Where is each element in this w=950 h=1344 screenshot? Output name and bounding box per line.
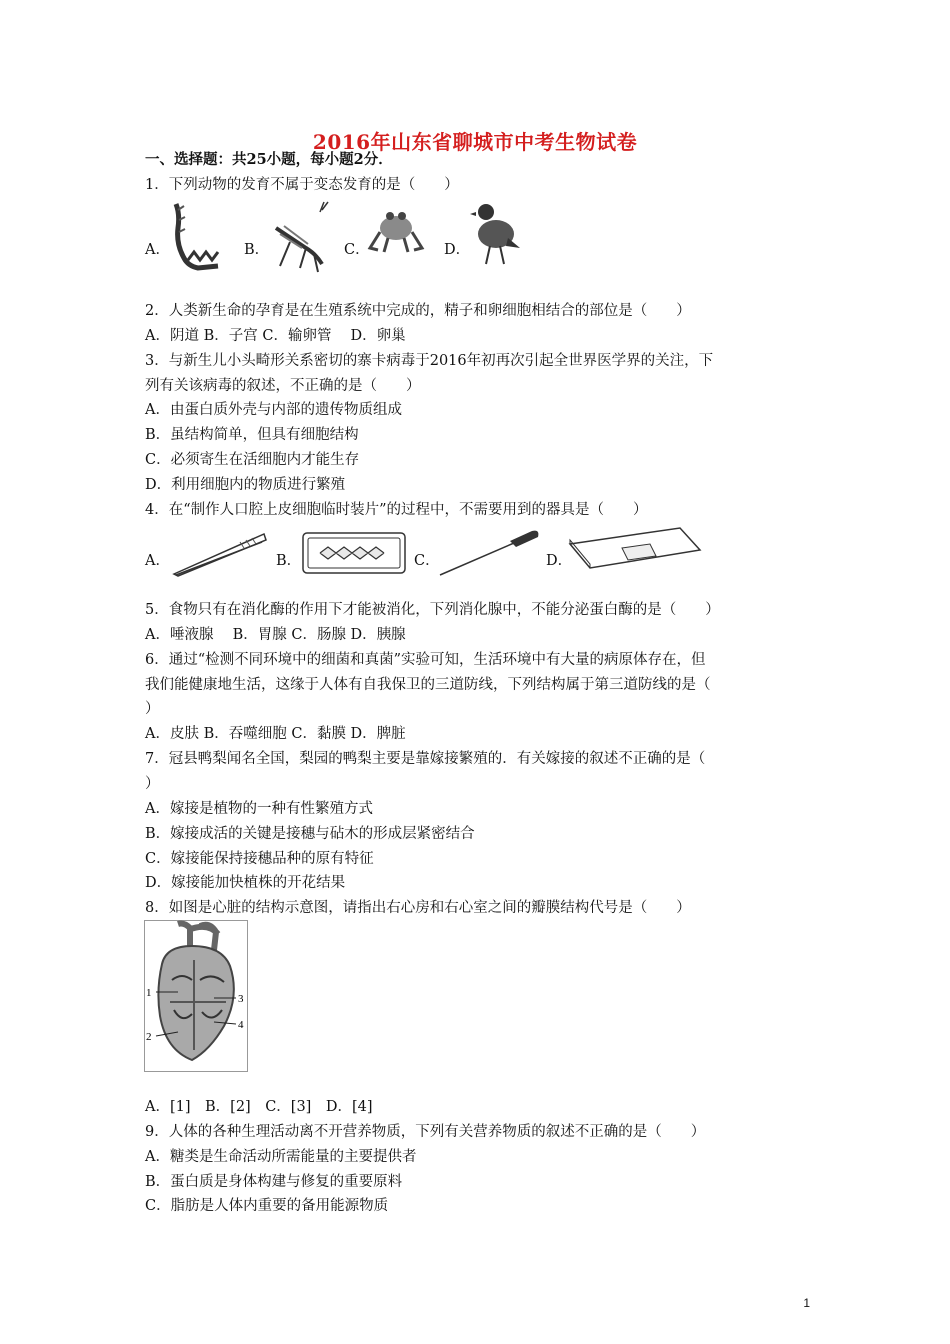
question-6-stem-line-1: 6．通过“检测不同环境中的细菌和真菌”实验可知，生活环境中有大量的病原体存在，但: [145, 652, 706, 668]
question-7-option-c: C．嫁接能保持接穗品种的原有特征: [145, 851, 374, 867]
question-2-stem: 2．人类新生命的孕育是在生殖系统中完成的，精子和卵细胞相结合的部位是（ ）: [145, 303, 691, 319]
question-3-stem-line-1: 3．与新生儿小头畸形关系密切的寨卡病毒于2016年初再次引起全世界医学界的关注，下: [145, 353, 714, 369]
question-3-option-a: A．由蛋白质外壳与内部的遗传物质组成: [145, 402, 402, 418]
question-7-option-d: D．嫁接能加快植株的开花结果: [145, 875, 346, 891]
q1-option-d-label: D．: [444, 242, 471, 258]
q1-option-c-label: C．: [344, 242, 370, 258]
question-6-stem-line-3: ）: [145, 701, 160, 717]
question-9-stem: 9．人体的各种生理活动离不开营养物质，下列有关营养物质的叙述不正确的是（ ）: [145, 1124, 706, 1140]
q1-option-b-label: B．: [244, 242, 270, 258]
q4-option-b-label: B．: [276, 553, 302, 569]
question-5-stem: 5．食物只有在消化酶的作用下才能被消化，下列消化腺中，不能分泌蛋白酶的是（ ）: [145, 602, 720, 618]
slide-coverslip-image: [568, 526, 702, 570]
question-8-options: A．[1] B．[2] C．[3] D．[4]: [145, 1099, 373, 1115]
question-9-option-b: B．蛋白质是身体构建与修复的重要原料: [145, 1174, 403, 1190]
q4-option-a-label: A．: [145, 553, 170, 569]
razor-blade-image: [300, 530, 408, 576]
tweezers-image: [170, 528, 270, 578]
question-6-stem-line-2: 我们能健康地生活，这缘于人体有自我保卫的三道防线，下列结构属于第三道防线的是（: [145, 677, 711, 693]
question-3-option-d: D．利用细胞内的物质进行繁殖: [145, 477, 346, 493]
heart-label-2: 2: [146, 1031, 152, 1043]
question-7-option-a: A．嫁接是植物的一种有性繁殖方式: [145, 801, 373, 817]
question-3-option-c: C．必须寄生在活细胞内才能生存: [145, 452, 360, 468]
locust-image: [266, 198, 334, 276]
question-3-option-b: B．虽结构简单，但具有细胞结构: [145, 427, 359, 443]
heart-label-4: 4: [238, 1019, 244, 1031]
question-7-stem-line-2: ）: [145, 776, 160, 792]
frog-image: [366, 198, 426, 260]
question-2-options: A．阴道 B．子宫 C．输卵管 D．卵巢: [145, 328, 406, 344]
question-7-option-b: B．嫁接成活的关键是接穗与砧木的形成层紧密结合: [145, 826, 475, 842]
question-5-options: A．唾液腺 B．胃腺 C．肠腺 D．胰腺: [145, 627, 406, 643]
question-1-stem: 1．下列动物的发育不属于变态发育的是（ ）: [145, 177, 459, 193]
silkworm-image: [168, 198, 230, 276]
question-8-stem: 8．如图是心脏的结构示意图，请指出右心房和右心室之间的瓣膜结构代号是（ ）: [145, 900, 691, 916]
question-9-option-c: C．脂肪是人体内重要的备用能源物质: [145, 1198, 389, 1214]
page-title: 2016年山东省聊城市中考生物试卷: [312, 130, 638, 154]
question-3-stem-line-2: 列有关该病毒的叙述，不正确的是（ ）: [145, 378, 421, 394]
q4-option-c-label: C．: [414, 553, 440, 569]
heart-diagram: [144, 920, 248, 1072]
heart-label-3: 3: [238, 993, 244, 1005]
question-6-options: A．皮肤 B．吞噬细胞 C．黏膜 D．脾脏: [145, 726, 406, 742]
section-heading: 一、选择题：共25小题，每小题2分．: [145, 151, 393, 168]
heart-label-1: 1: [146, 987, 152, 999]
dropper-image: [436, 527, 546, 579]
question-7-stem-line-1: 7．冠县鸭梨闻名全国，梨园的鸭梨主要是靠嫁接繁殖的．有关嫁接的叙述不正确的是（: [145, 751, 706, 767]
pigeon-image: [468, 198, 520, 270]
q4-option-d-label: D．: [546, 553, 573, 569]
page-number: 1: [803, 1296, 810, 1310]
q1-option-a-label: A．: [145, 242, 170, 258]
question-4-stem: 4．在“制作人口腔上皮细胞临时装片”的过程中，不需要用到的器具是（ ）: [145, 502, 648, 518]
question-9-option-a: A．糖类是生命活动所需能量的主要提供者: [145, 1149, 417, 1165]
